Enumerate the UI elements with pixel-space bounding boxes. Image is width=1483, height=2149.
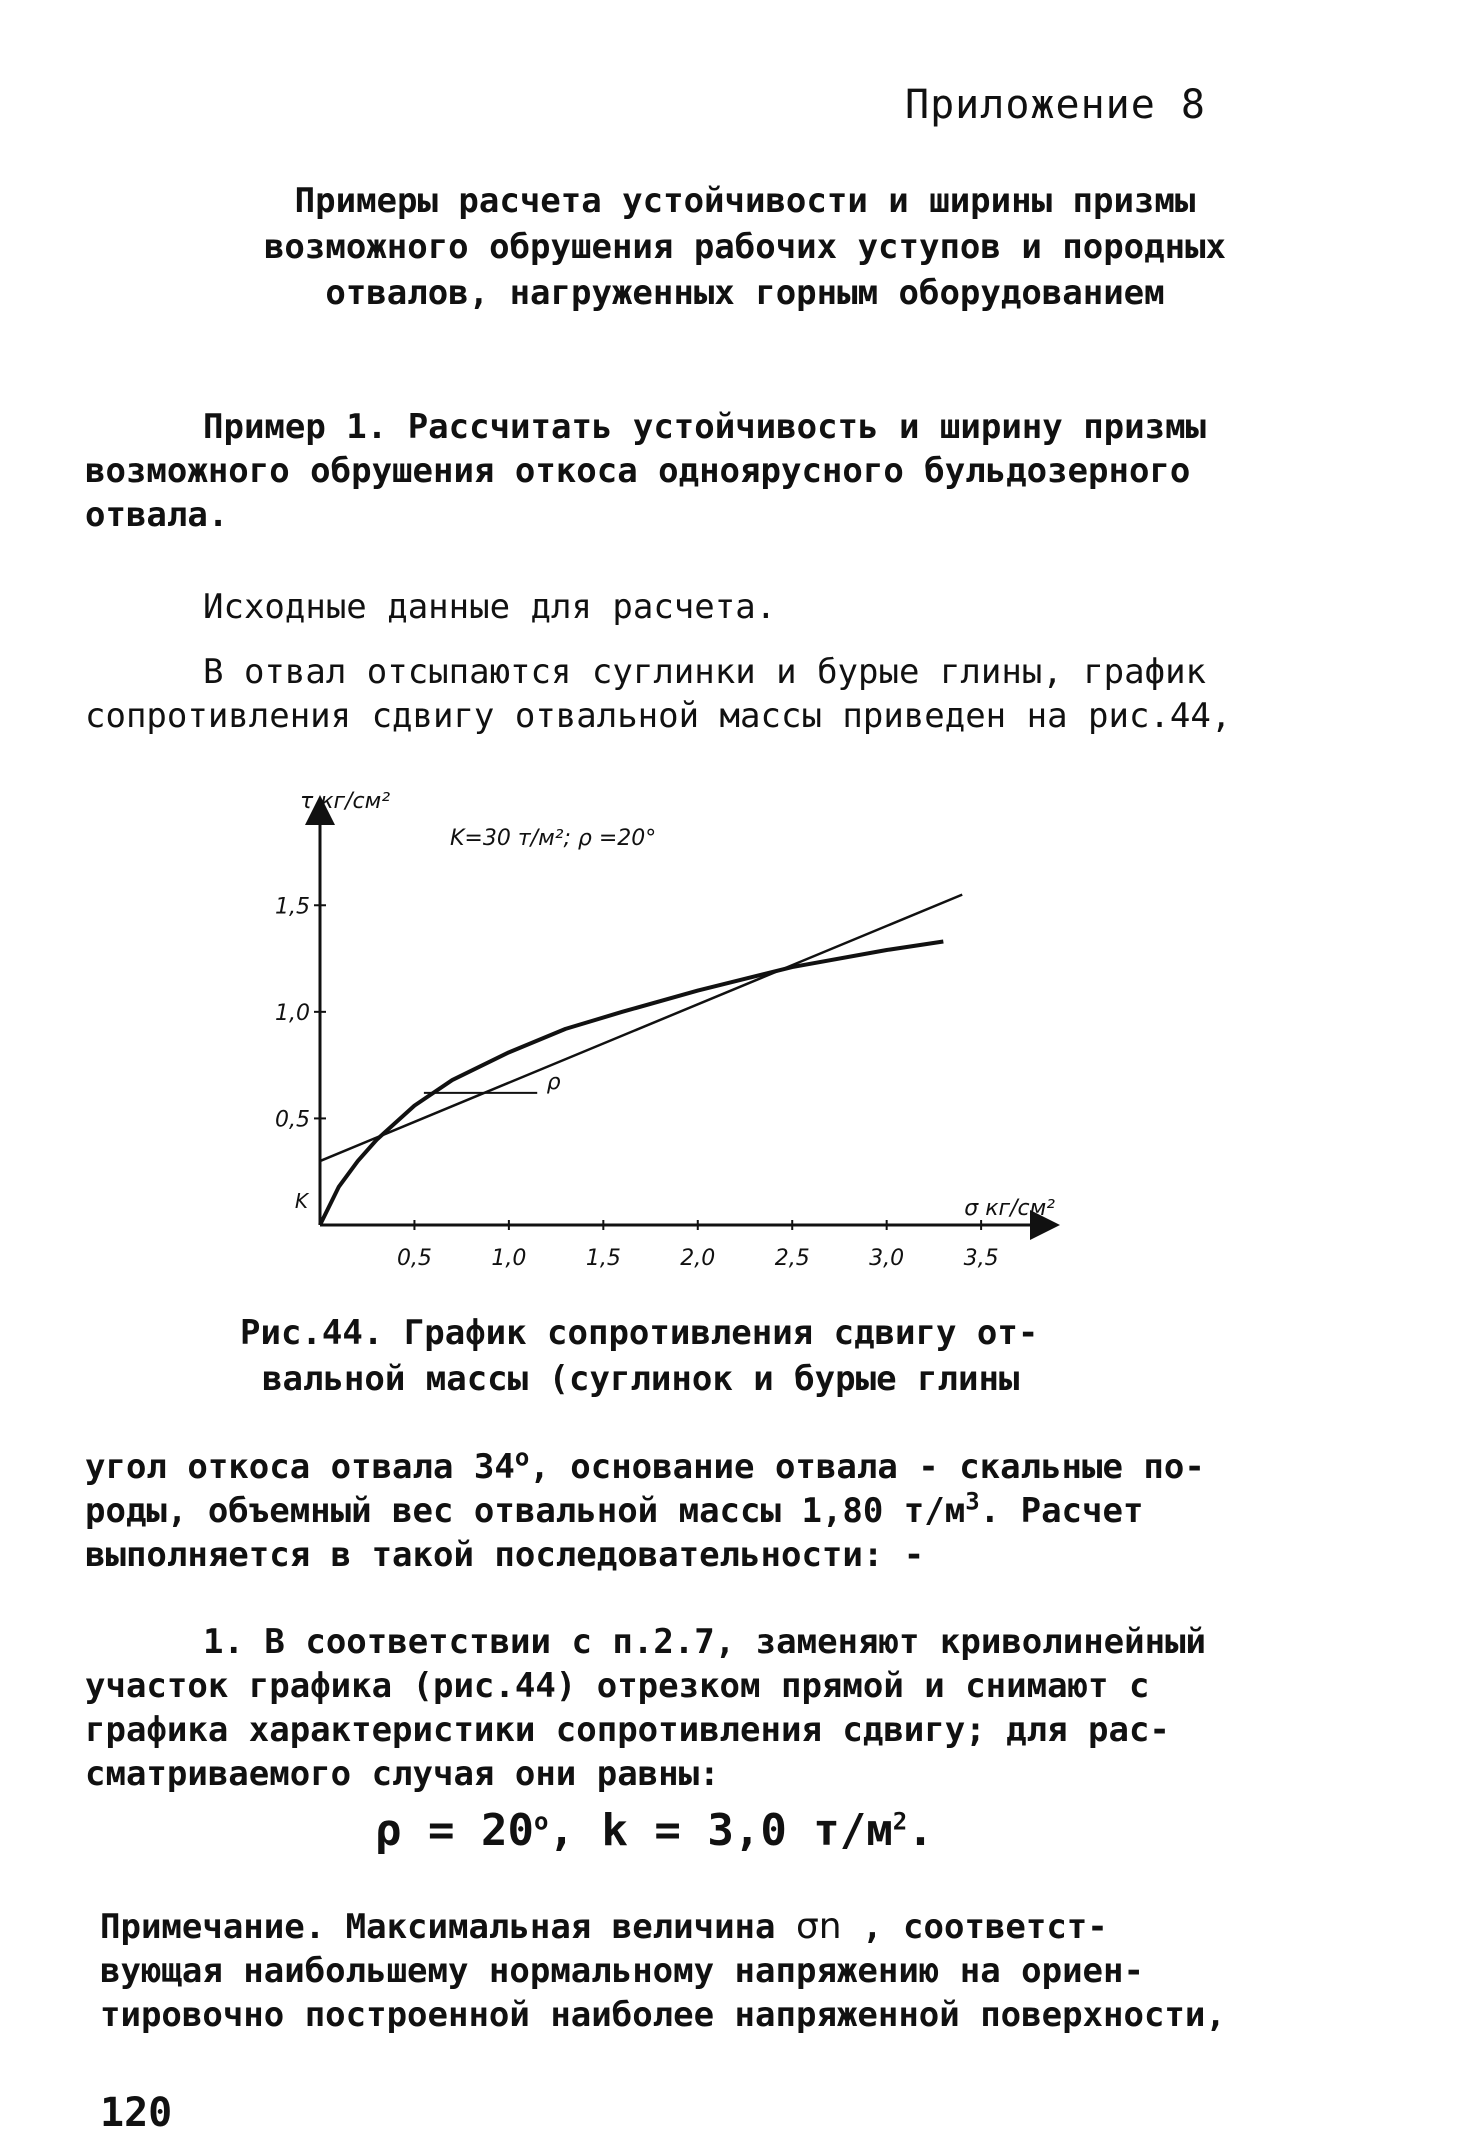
curve-series xyxy=(320,942,943,1226)
example-line-3: отвала. xyxy=(85,495,229,535)
step1-paragraph xyxy=(85,1620,1405,1796)
y-tick-label: 1,0 xyxy=(275,1000,310,1026)
step1-line-4: сматриваемого случая они равны: xyxy=(85,1754,720,1794)
body-line-3: выполняется в такой последовательности: - xyxy=(85,1535,925,1575)
shear-resistance-chart xyxy=(275,780,1060,1300)
x-tick-label: 3,5 xyxy=(963,1246,999,1271)
x-tick-label: 0,5 xyxy=(396,1246,432,1271)
x-axis-label: σ кг/см² xyxy=(964,1196,1055,1221)
dump-paragraph xyxy=(85,650,1405,738)
step1-line-3: графика характеристики сопротивления сдвигу; для рас- xyxy=(85,1710,1170,1750)
body-line-1: угол откоса отвала $34^о$, основание отвала - скальные по- xyxy=(85,1443,1205,1487)
formula: $\rho = 20^о$, k = 3,0 $т/м^2$. xyxy=(375,1805,934,1856)
appendix-label: Приложение 8 xyxy=(905,82,1206,128)
chart-annotation: K=30 т/м²; ρ =20° xyxy=(450,826,657,851)
line-series xyxy=(320,895,962,1161)
page-number: 120 xyxy=(100,2090,173,2136)
example-line-1: Пример 1. Рассчитать устойчивость и ширину призмы xyxy=(203,407,1207,447)
document-title xyxy=(130,178,1360,316)
step1-line-1: 1. В соответствии с п.2.7, заменяют криволинейный xyxy=(203,1622,1207,1662)
dump-line-2: сопротивления сдвигу отвальной массы приведен на рис.44, xyxy=(85,696,1232,736)
title-line-2: возможного обрушения рабочих уступов и породных xyxy=(263,227,1227,267)
angle-label: ρ xyxy=(546,1069,561,1095)
body-paragraph xyxy=(85,1445,1405,1577)
x-tick-label: 1,5 xyxy=(585,1246,621,1271)
dump-line-1: В отвал отсыпаются суглинки и бурые глины, график xyxy=(203,652,1207,692)
caption-line-1: Рис.44. График сопротивления сдвигу от- xyxy=(240,1313,1039,1353)
note-line-3: тировочно построенной наиболее напряженной поверхности, xyxy=(100,1995,1226,2035)
example-paragraph xyxy=(85,405,1405,537)
example-line-2: возможного обрушения откоса одноярусного бульдозерного xyxy=(85,451,1191,491)
y-tick-label: 0,5 xyxy=(275,1107,310,1133)
note-line-1: Примечание. Максимальная величина σn , соответст- xyxy=(100,1906,1108,1947)
k-label: K xyxy=(294,1188,308,1213)
initial-data-heading: Исходные данные для расчета. xyxy=(203,587,777,627)
note-paragraph xyxy=(100,1905,1400,2037)
title-line-1: Примеры расчета устойчивости и ширины призмы xyxy=(294,181,1196,221)
body-line-2: роды, объемный вес отвальной массы 1,80 $т/м^3$. Расчет xyxy=(85,1487,1144,1531)
note-line-2: вующая наибольшему нормальному напряжению на ориен- xyxy=(100,1951,1144,1991)
y-tick-label: 1,5 xyxy=(275,894,310,920)
x-tick-label: 2,5 xyxy=(774,1246,810,1271)
title-line-3: отвалов, нагруженных горным оборудованием xyxy=(325,273,1165,313)
x-tick-label: 3,0 xyxy=(869,1246,905,1271)
figure-caption xyxy=(240,1310,1200,1402)
y-axis-label: τ кг/см² xyxy=(300,789,391,814)
x-tick-label: 2,0 xyxy=(680,1246,716,1271)
step1-line-2: участок графика (рис.44) отрезком прямой и снимают с xyxy=(85,1666,1150,1706)
caption-line-2: вальной массы (суглинок и бурые глины xyxy=(262,1359,1020,1399)
x-tick-label: 1,0 xyxy=(491,1246,527,1271)
